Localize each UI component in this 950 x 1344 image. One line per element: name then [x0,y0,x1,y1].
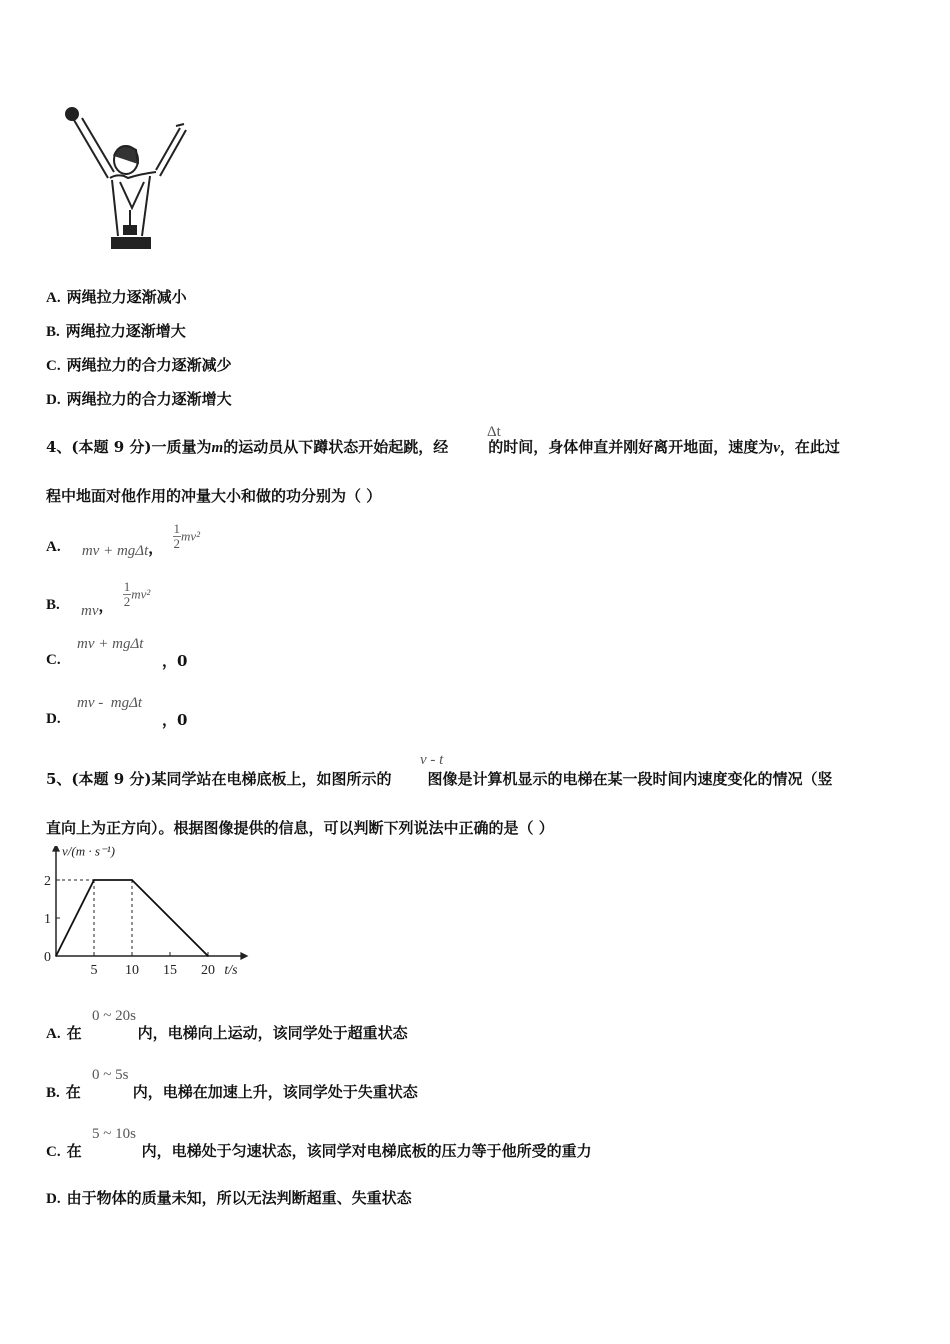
q4-option-d[interactable] [46,709,67,728]
q4-stem-part: 4、(本题 9 分)一质量为 [46,438,212,456]
q5-option-b[interactable] [46,1081,418,1102]
q4-stem-part: ，在此过 [779,438,840,456]
y-tick-label: 1 [44,912,51,927]
x-tick-label: 10 [125,963,139,978]
q3-option-b[interactable] [46,320,186,341]
option-label: A. [46,538,61,555]
vt-symbol: v - t [420,752,444,768]
frac-den: 2 [173,536,180,551]
q5-option-c[interactable] [46,1140,592,1161]
option-label: D. [46,711,61,727]
option-tail: mv² [181,528,201,544]
q4-option-d-expr: mv - mgΔt [77,695,143,711]
frac-num: 1 [173,521,180,536]
option-label: B. [46,324,60,340]
q5-option-d[interactable] [46,1187,412,1208]
q5-stem-line2: 直向上为正方向）。根据图像提供的信息，可以判断下列说法中正确的是（ ） [46,819,554,837]
frac-den: 2 [123,594,131,609]
mass-symbol: m [211,440,224,456]
option-text: 内，电梯处于匀速状态，该同学对电梯底板的压力等于他所受的重力 [141,1142,592,1160]
half-fraction [173,522,182,551]
option-expr: mv [81,602,99,619]
x-tick-label: 15 [163,963,177,978]
q4-option-b[interactable] [46,579,151,619]
option-label: B. [46,1085,60,1101]
q3-option-a[interactable] [46,286,187,307]
option-text: 两绳拉力逐渐增大 [65,322,186,340]
option-expr: mv + mgΔt [81,542,149,559]
q4-option-c[interactable] [46,650,67,669]
option-label: C. [46,358,61,374]
option-label: D. [46,1191,61,1207]
option-value: 0 [177,711,188,729]
option-sep: ， [162,711,178,729]
option-value: 0 [177,652,188,670]
option-pre: 在 [66,1142,82,1160]
q5-option-a-range: 0 ~ 20s [92,1008,136,1024]
y-tick-label: 2 [44,874,51,889]
x-tick-label: 5 [90,963,98,978]
data-point [207,955,209,957]
q3-option-d[interactable] [46,388,232,409]
q4-option-d-value [162,709,187,730]
option-label: B. [46,596,60,613]
q5-stem-part: 5、(本题 9 分)某同学站在电梯底板上，如图所示的 [46,770,392,788]
vt-chart [40,846,260,980]
option-text: 内，电梯在加速上升，该同学处于失重状态 [132,1083,418,1101]
option-sep: ， [162,652,178,670]
data-point [93,879,95,881]
q4-stem-line1 [46,436,840,457]
option-label: D. [46,392,61,408]
option-text: 内，电梯向上运动，该同学处于超重状态 [137,1024,408,1042]
y-tick-label: 0 [44,950,51,965]
delta-t-symbol: Δt [487,424,501,440]
option-text: 两绳拉力的合力逐渐减少 [66,356,232,374]
option-text: 两绳拉力逐渐减小 [66,288,187,306]
frac-num: 1 [123,579,131,594]
q4-stem-line2: 程中地面对他作用的冲量大小和做的功分别为（ ） [46,487,382,505]
q5-stem-part: 图像是计算机显示的电梯在某一段时间内速度变化的情况（竖 [427,770,833,788]
q4-stem-part: 的运动员从下蹲状态开始起跳，经 [223,438,449,456]
data-point [55,955,57,957]
q5-option-a[interactable] [46,1022,408,1043]
velocity-symbol: v [773,440,780,456]
option-pre: 在 [65,1083,81,1101]
option-label: C. [46,1144,61,1160]
option-text: 两绳拉力的合力逐渐增大 [66,390,232,408]
q4-option-a[interactable] [46,521,201,559]
q3-option-c[interactable] [46,354,232,375]
q4-option-c-expr: mv + mgΔt [77,636,144,652]
option-label: A. [46,1026,61,1042]
q5-option-c-range: 5 ~ 10s [92,1126,136,1142]
x-tick-label: 20 [201,963,215,978]
data-point [131,879,133,881]
q5-option-b-range: 0 ~ 5s [92,1067,129,1083]
option-sep: ， [98,596,114,615]
option-tail: mv² [131,586,151,602]
person-figure [60,100,200,252]
q5-stem-line1 [46,768,833,789]
q4-stem-part: 的时间，身体伸直并刚好离开地面，速度为 [488,438,774,456]
q4-option-c-value [162,650,187,671]
option-text: 由于物体的质量未知，所以无法判断超重、失重状态 [66,1189,412,1207]
option-label: A. [46,290,61,306]
x-axis-label: t/s [224,963,238,978]
half-fraction [123,580,132,609]
y-axis-label: v/(m · s⁻¹) [62,846,115,859]
x-axis-arrow [240,952,248,960]
option-pre: 在 [66,1024,82,1042]
option-sep: ， [148,538,164,557]
y-axis-arrow [52,846,60,852]
option-label: C. [46,652,61,668]
